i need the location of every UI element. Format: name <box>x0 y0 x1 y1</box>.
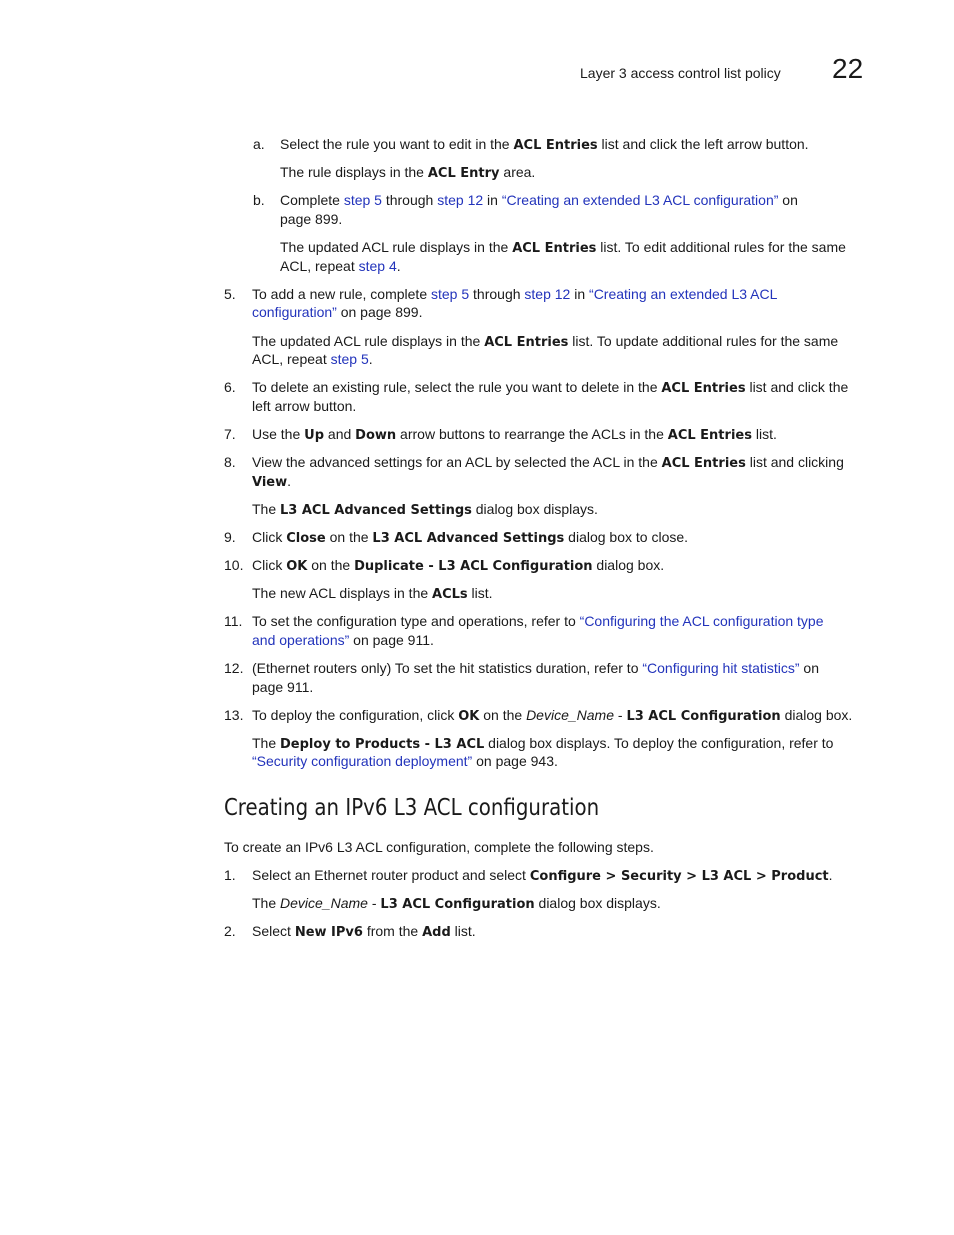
text-run: 9. <box>224 529 236 545</box>
text-line <box>253 191 265 209</box>
text-line <box>280 238 846 258</box>
text-run: dialog box. <box>780 707 853 723</box>
cross-reference-link[interactable]: “Security configuration deployment” <box>252 753 473 769</box>
text-run: dialog box. <box>592 557 665 573</box>
text-run: on page 899. <box>336 304 423 320</box>
text-line <box>252 922 476 942</box>
cross-reference-link[interactable]: step 12 <box>524 286 571 302</box>
text-run: . <box>828 867 833 883</box>
text-run: on the <box>325 529 373 545</box>
ui-term: Down <box>355 428 397 443</box>
text-line <box>252 556 664 576</box>
text-run: View the advanced settings for an ACL by selected the ACL in the <box>252 454 662 470</box>
text-line <box>224 528 236 546</box>
ui-term: ACL Entries <box>661 456 746 471</box>
text-run: 12. <box>224 660 244 676</box>
text-run: b. <box>253 192 265 208</box>
text-run: ACL, repeat <box>280 258 359 274</box>
text-run: 11. <box>224 613 243 629</box>
text-run: To deploy the configuration, click <box>252 707 459 723</box>
text-run: The <box>252 895 281 911</box>
text-line <box>253 135 265 153</box>
text-line <box>224 378 236 396</box>
text-line <box>252 866 833 886</box>
ui-term: Duplicate - L3 ACL Configuration <box>354 559 593 574</box>
text-run: dialog box displays. <box>534 895 661 911</box>
text-run: on <box>799 660 820 676</box>
text-run: To create an IPv6 L3 ACL configuration, complete the following steps. <box>224 839 654 855</box>
ui-term: L3 ACL Advanced Settings <box>372 531 565 546</box>
text-run: list. <box>467 585 493 601</box>
ui-term: Configure > Security > L3 ACL > Product <box>529 869 829 884</box>
text-run: Select the rule you want to edit in the <box>280 136 514 152</box>
ui-term: L3 ACL Advanced Settings <box>280 503 472 518</box>
text-run: left arrow button. <box>252 398 357 414</box>
text-run: dialog box to close. <box>564 529 689 545</box>
text-line <box>252 425 777 445</box>
text-line <box>252 453 844 473</box>
text-run: Use the <box>252 426 305 442</box>
text-run: The new ACL displays in the <box>252 585 433 601</box>
ui-term: Add <box>422 925 451 940</box>
text-line <box>252 584 493 604</box>
text-run: dialog box displays. <box>471 501 598 517</box>
text-run: list and click the <box>745 379 849 395</box>
text-run: on page 943. <box>472 753 558 769</box>
text-run: dialog box displays. To deploy the configuration, refer to <box>484 735 834 751</box>
text-line <box>224 453 236 471</box>
text-line <box>252 378 848 398</box>
ui-term: New IPv6 <box>294 925 363 940</box>
cross-reference-link[interactable]: step 5 <box>330 351 369 367</box>
ui-term: L3 ACL Configuration <box>626 709 781 724</box>
ui-term: ACLs <box>432 587 468 602</box>
text-run: 8. <box>224 454 236 470</box>
text-run: list and click the left arrow button. <box>597 136 809 152</box>
text-run: arrow buttons to rearrange the ACLs in the <box>396 426 668 442</box>
ui-term: Deploy to Products - L3 ACL <box>280 737 485 752</box>
text-run: and <box>324 426 356 442</box>
text-line <box>252 303 422 321</box>
text-line <box>252 631 434 649</box>
cross-reference-link[interactable]: “Creating an extended L3 ACL configuration” <box>501 192 779 208</box>
text-line <box>252 706 852 726</box>
text-run: on the <box>307 557 355 573</box>
text-line <box>252 332 838 352</box>
text-run: page 899. <box>280 211 343 227</box>
text-run: list and clicking <box>745 454 844 470</box>
text-run: The updated ACL rule displays in the <box>280 239 513 255</box>
text-run: - <box>367 895 381 911</box>
cross-reference-link[interactable]: “Configuring hit statistics” <box>642 660 800 676</box>
section-heading: Creating an IPv6 L3 ACL configuration <box>224 795 600 821</box>
text-line <box>224 285 236 303</box>
text-run: in <box>570 286 590 302</box>
text-run: ACL, repeat <box>252 351 331 367</box>
text-line <box>252 894 661 914</box>
text-line <box>280 210 342 228</box>
text-line <box>280 135 809 155</box>
text-run: To add a new rule, complete <box>252 286 431 302</box>
text-run: Complete <box>280 192 344 208</box>
text-line <box>224 866 236 884</box>
text-run: in <box>483 192 502 208</box>
text-run: . <box>368 351 373 367</box>
text-line <box>252 752 558 770</box>
running-header-title: Layer 3 access control list policy <box>580 65 781 81</box>
text-run: Select an Ethernet router product and select <box>252 867 530 883</box>
text-line <box>224 922 236 940</box>
text-run: area. <box>499 164 536 180</box>
text-run: The <box>252 735 281 751</box>
text-run: through <box>381 192 438 208</box>
text-line <box>224 659 243 677</box>
text-run: list. <box>751 426 777 442</box>
ui-term: ACL Entries <box>661 381 746 396</box>
text-line <box>252 285 777 303</box>
text-run: (Ethernet routers only) To set the hit statistics duration, refer to <box>252 660 643 676</box>
cross-reference-link[interactable]: step 4 <box>358 258 397 274</box>
text-line <box>252 659 819 677</box>
ui-term: Up <box>304 428 325 443</box>
text-line <box>252 734 833 754</box>
text-run: 7. <box>224 426 236 442</box>
text-run: list. <box>450 923 476 939</box>
ui-term: ACL Entries <box>484 335 569 350</box>
ui-term: ACL Entries <box>667 428 752 443</box>
text-line <box>280 257 401 275</box>
chapter-number: 22 <box>832 53 864 84</box>
ui-term: ACL Entries <box>513 138 598 153</box>
text-line <box>252 612 824 630</box>
text-run: on page 911. <box>349 632 434 648</box>
ui-term: L3 ACL Configuration <box>380 897 535 912</box>
text-run: Click <box>252 529 287 545</box>
text-run: Select <box>252 923 295 939</box>
text-run: 13. <box>224 707 244 723</box>
text-line <box>280 163 535 183</box>
text-run: list. To update additional rules for the same <box>568 333 839 349</box>
cross-reference-link[interactable]: configuration” <box>252 304 337 320</box>
text-line <box>224 556 243 574</box>
text-line <box>252 350 373 368</box>
text-line <box>252 678 313 696</box>
cross-reference-link[interactable]: step 5 <box>343 192 382 208</box>
cross-reference-link[interactable]: “Creating an extended L3 ACL <box>589 286 778 302</box>
text-run: To delete an existing rule, select the rule you want to delete in the <box>252 379 662 395</box>
cross-reference-link[interactable]: and operations” <box>252 632 350 648</box>
text-run: through <box>469 286 525 302</box>
text-run: . <box>396 258 401 274</box>
ui-term: OK <box>458 709 480 724</box>
placeholder-term: Device_Name <box>280 895 368 911</box>
text-run: from the <box>362 923 423 939</box>
cross-reference-link[interactable]: step 12 <box>437 192 484 208</box>
text-run: on <box>778 192 798 208</box>
text-run: 2. <box>224 923 236 939</box>
ui-term: ACL Entries <box>512 241 597 256</box>
ui-term: View <box>252 475 288 490</box>
placeholder-term: Device_Name <box>526 707 614 723</box>
text-line <box>224 706 243 724</box>
cross-reference-link[interactable]: step 5 <box>431 286 470 302</box>
text-run: 1. <box>224 867 236 883</box>
text-run: 6. <box>224 379 236 395</box>
text-run: on the <box>479 707 527 723</box>
text-run: The updated ACL rule displays in the <box>252 333 485 349</box>
ui-term: ACL Entry <box>427 166 500 181</box>
text-run: To set the configuration type and operations, refer to <box>252 613 580 629</box>
text-line <box>252 472 291 492</box>
text-run: The rule displays in the <box>280 164 428 180</box>
text-run: The <box>252 501 281 517</box>
text-run: Click <box>252 557 287 573</box>
text-line <box>224 612 242 630</box>
text-line <box>252 500 598 520</box>
cross-reference-link[interactable]: “Configuring the ACL configuration type <box>579 613 824 629</box>
text-run: - <box>614 707 627 723</box>
text-line <box>224 838 654 856</box>
ui-term: Close <box>286 531 326 546</box>
text-run: list. To edit additional rules for the same <box>596 239 846 255</box>
text-line <box>252 397 356 415</box>
ui-term: OK <box>286 559 308 574</box>
text-run: page 911. <box>252 679 314 695</box>
text-run: . <box>287 473 292 489</box>
text-line <box>280 191 798 209</box>
text-run: 5. <box>224 286 236 302</box>
text-run: a. <box>253 136 265 152</box>
text-line <box>252 528 688 548</box>
text-line <box>224 425 236 443</box>
text-run: 10. <box>224 557 244 573</box>
